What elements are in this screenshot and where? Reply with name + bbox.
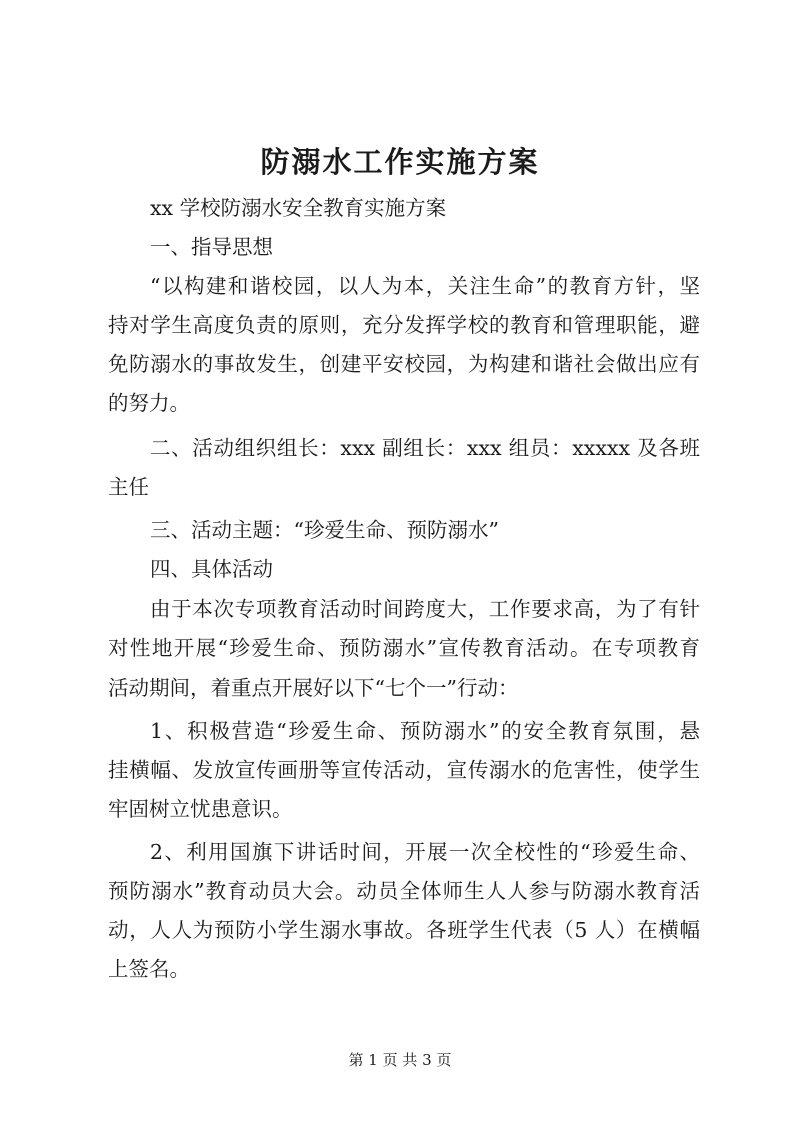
paragraph-line: 1、积极营造“珍爱生命、预防溺水”的安全教育氛围，悬 [150, 719, 700, 743]
paragraph-line: 2、利用国旗下讲话时间，开展一次全校性的“珍爱生命、 [150, 840, 700, 864]
paragraph-line: 持对学生高度负责的原则，充分发挥学校的教育和管理职能，避 [108, 313, 700, 337]
paragraph-line: 预防溺水”教育动员大会。动员全体师生人人参与防溺水教育活 [108, 879, 700, 903]
paragraph-line: 挂横幅、发放宣传画册等宣传活动，宣传溺水的危害性，使学生 [108, 758, 700, 782]
section-heading-2: 二、活动组织组长：xxx 副组长：xxx 组员：xxxxx 及各班 [150, 436, 700, 460]
subtitle-line: xx 学校防溺水安全教育实施方案 [150, 196, 447, 220]
document-title: 防溺水工作实施方案 [260, 145, 540, 179]
paragraph-line: 的努力。 [108, 391, 190, 415]
section-heading-1: 一、指导思想 [150, 235, 273, 259]
section-heading-3: 三、活动主题：“珍爱生命、预防溺水” [150, 518, 499, 542]
paragraph-line: 免防溺水的事故发生，创建平安校园，为构建和谐社会做出应有 [108, 352, 700, 376]
paragraph-line: 由于本次专项教育活动时间跨度大，工作要求高，为了有针 [150, 597, 700, 621]
page-footer: 第 1 页 共 3 页 [348, 1051, 452, 1069]
section-heading-4: 四、具体活动 [150, 557, 273, 581]
paragraph-line: “以构建和谐校园，以人为本，关注生命”的教育方针，坚 [150, 274, 700, 298]
paragraph-line: 牢固树立忧患意识。 [108, 797, 293, 821]
paragraph-line: 主任 [108, 475, 149, 499]
paragraph-line: 活动期间，着重点开展好以下“七个一”行动： [108, 676, 519, 700]
paragraph-line: 对性地开展“珍爱生命、预防溺水”宣传教育活动。在专项教育 [108, 636, 700, 660]
paragraph-line: 上签名。 [108, 957, 190, 981]
paragraph-line: 动，人人为预防小学生溺水事故。各班学生代表（5 人）在横幅 [108, 918, 700, 942]
